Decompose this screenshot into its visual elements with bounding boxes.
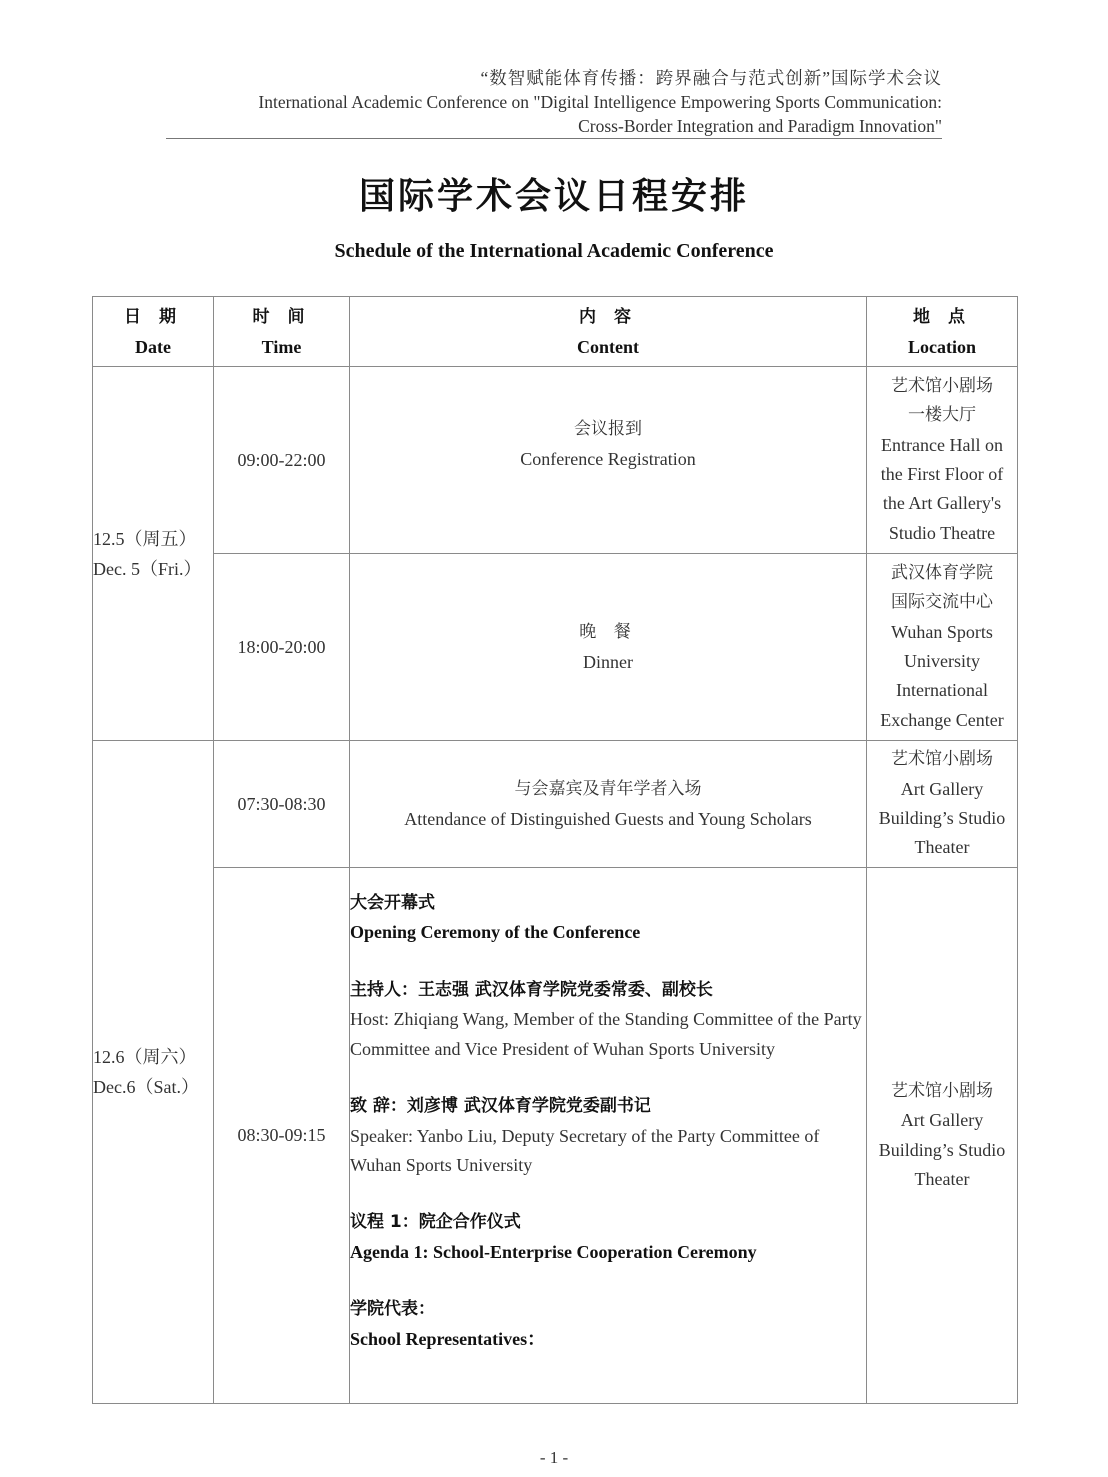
table-row [93, 741, 1018, 868]
header-title-cn: “数智赋能体育传播：跨界融合与范式创新”国际学术会议 [480, 68, 942, 88]
content-en: Dinner [583, 652, 633, 672]
agenda1-en: Agenda 1: School-Enterprise Cooperation Ceremony [350, 1241, 757, 1262]
content-cn: 与会嘉宾及青年学者入场 [514, 779, 702, 799]
agenda-title-en: Opening Ceremony of the Conference [350, 922, 641, 943]
location-cell [867, 367, 1018, 554]
location-cell [867, 868, 1018, 1404]
table-row [93, 868, 1018, 1404]
column-header-content-cn: 内 容 [579, 306, 637, 327]
speaker-cn: 致 辞：刘彦博 武汉体育学院党委副书记 [350, 1096, 651, 1117]
content-cell [350, 367, 867, 554]
time-cell: 07:30-08:30 [214, 741, 350, 868]
date-en: Dec. 5（Fri.） [93, 558, 202, 579]
content-en: Conference Registration [520, 449, 696, 469]
content-cell [350, 741, 867, 868]
page-title-en: Schedule of the International Academic Conference [334, 240, 774, 262]
column-header-time-en: Time [261, 336, 302, 357]
location-line: the Art Gallery's [882, 493, 1002, 514]
location-line: the First Floor of [880, 464, 1004, 484]
column-header-date [93, 297, 214, 367]
content-cn: 会议报到 [574, 419, 642, 439]
content-cell [350, 868, 867, 1404]
date-cn: 12.6（周六） [93, 1047, 197, 1067]
host-cn: 主持人：王志强 武汉体育学院党委常委、副校长 [350, 979, 713, 1000]
column-header-date-en: Date [135, 336, 171, 357]
agenda-block-host [350, 976, 866, 1064]
location-line: Wuhan Sports [891, 621, 993, 642]
host-en: Host: Zhiqiang Wang, Member of the Standing Committee of the Party Committee and Vice President of Wuhan Sports University [350, 1009, 862, 1059]
speaker-en: Speaker: Yanbo Liu, Deputy Secretary of the Party Committee of Wuhan Sports University [350, 1125, 820, 1175]
date-cell-day1 [93, 367, 214, 741]
table-row [93, 367, 1018, 554]
agenda-title-cn: 大会开幕式 [350, 893, 435, 914]
location-line: Studio Theatre [888, 522, 996, 543]
time-cell: 18:00-20:00 [214, 554, 350, 741]
content-cell [350, 554, 867, 741]
column-header-location [867, 297, 1018, 367]
agenda-block-speaker [350, 1092, 866, 1180]
location-line: Entrance Hall on [881, 434, 1003, 455]
agenda-block-opening [350, 889, 866, 948]
school-reps-cn: 学院代表： [350, 1299, 435, 1320]
table-header-row [93, 297, 1018, 367]
location-line: 一楼大厅 [908, 405, 976, 426]
content-cn: 晚 餐 [579, 622, 637, 642]
location-line: International [896, 680, 988, 701]
content-en: Attendance of Distinguished Guests and Young Scholars [404, 809, 812, 829]
location-line: Theater [914, 837, 970, 858]
column-header-time [214, 297, 350, 367]
column-header-time-cn: 时 间 [252, 306, 311, 327]
location-line: Building’s Studio [878, 808, 1006, 828]
location-cell [867, 554, 1018, 741]
location-line: 艺术馆小剧场 [891, 749, 993, 770]
date-en: Dec.6（Sat.） [93, 1077, 199, 1097]
agenda1-cn: 议程 1：院企合作仪式 [350, 1212, 521, 1233]
location-line: 国际交流中心 [891, 592, 993, 613]
location-line: Art Gallery [900, 778, 984, 799]
agenda-block-school-reps [350, 1295, 866, 1354]
date-cell-day2 [93, 741, 214, 1404]
column-header-location-cn: 地 点 [913, 306, 971, 327]
header-title-en-line1: International Academic Conference on "Digital Intelligence Empowering Sports Communication: [258, 92, 942, 112]
school-reps-en: School Representatives： [350, 1328, 546, 1349]
column-header-content-en: Content [577, 336, 639, 357]
agenda-block-agenda1 [350, 1208, 866, 1267]
column-header-date-cn: 日 期 [124, 306, 182, 327]
location-line: 武汉体育学院 [891, 563, 993, 584]
page-number: - 1 - [539, 1448, 569, 1467]
location-cell [867, 741, 1018, 868]
running-header [166, 66, 942, 138]
column-header-location-en: Location [907, 336, 976, 357]
location-line: 艺术馆小剧场 [891, 1080, 993, 1101]
table-row [93, 554, 1018, 741]
page-title-cn: 国际学术会议日程安排 [358, 175, 749, 217]
location-line: Exchange Center [880, 709, 1004, 730]
location-line: Theater [914, 1168, 970, 1189]
schedule-table [92, 296, 1018, 1404]
header-divider [166, 138, 942, 139]
column-header-content [350, 297, 867, 367]
location-line: 艺术馆小剧场 [891, 376, 993, 397]
location-line: Art Gallery [900, 1110, 984, 1131]
location-line: University [904, 651, 980, 671]
date-cn: 12.5（周五） [93, 528, 197, 549]
location-line: Building’s Studio [878, 1139, 1006, 1160]
time-cell: 09:00-22:00 [214, 367, 350, 554]
time-cell: 08:30-09:15 [214, 868, 350, 1404]
header-title-en-line2: Cross-Border Integration and Paradigm Innovation" [578, 116, 942, 136]
